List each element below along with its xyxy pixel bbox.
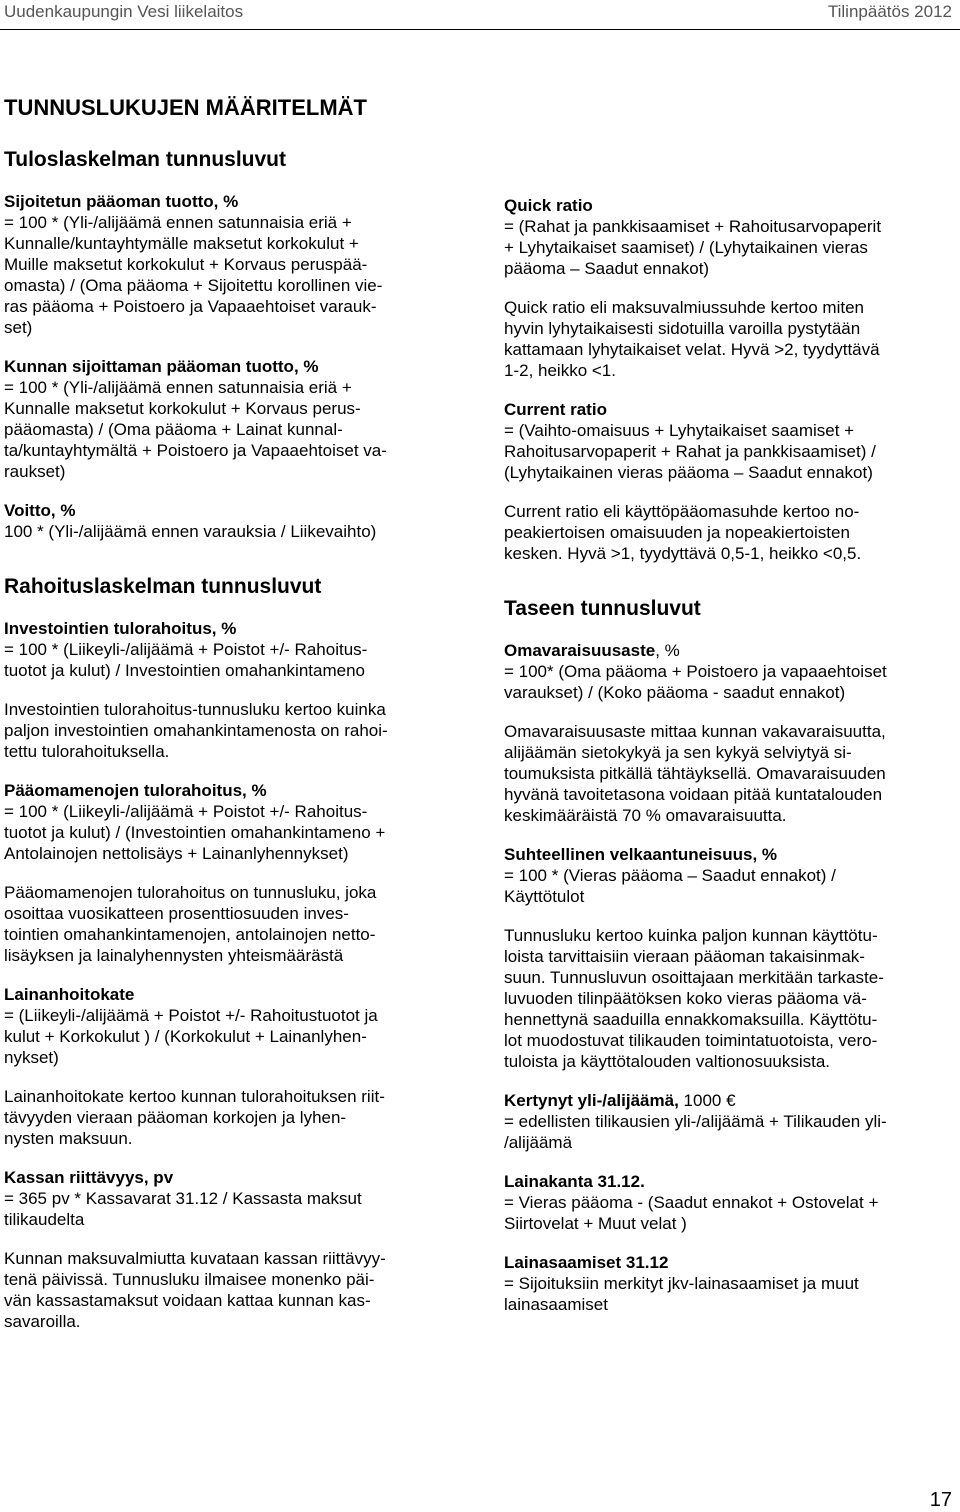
description-line: vän kassastamaksut voidaan kattaa kunnan kas- bbox=[4, 1291, 371, 1310]
page-title: TUNNUSLUKUJEN MÄÄRITELMÄT bbox=[4, 95, 367, 120]
formula-line: = 365 pv * Kassavarat 31.12 / Kassasta maksut bbox=[4, 1189, 362, 1208]
description-line: tettu tulorahoituksella. bbox=[4, 742, 170, 761]
description-line: nysten maksuun. bbox=[4, 1129, 133, 1148]
ratio-title-relative-indebtedness: Suhteellinen velkaantuneisuus, % bbox=[504, 845, 778, 864]
ratio-title-cash-sufficiency: Kassan riittävyys, pv bbox=[4, 1168, 174, 1187]
description-line: keskimääräistä 70 % omavaraisuutta. bbox=[504, 806, 787, 825]
ratio-title-accumulated-surplus: Kertynyt yli-/alijäämä, bbox=[504, 1091, 679, 1110]
description-line: lot muodostuvat tilikauden toimintatuotoista, vero- bbox=[504, 1031, 878, 1050]
formula-line: = 100 * (Liikeyli-/alijäämä + Poistot +/- Rahoitus- bbox=[4, 640, 368, 659]
formula-line: 100 * (Yli-/alijäämä ennen varauksia / Liikevaihto) bbox=[4, 522, 377, 541]
description-line: paljon investointien omahankintamenosta on rahoi- bbox=[4, 721, 388, 740]
formula-line: omasta) / (Oma pääoma + Sijoitettu korollinen vie- bbox=[4, 276, 383, 295]
description-line: luvuoden tilinpäätöksen koko vieras pääoma vä- bbox=[504, 989, 867, 1008]
description-line: loista tarvittaisiin vieraan pääoman takaisinmak- bbox=[504, 947, 865, 966]
formula-line: = 100 * (Vieras pääoma – Saadut ennakot) / bbox=[504, 866, 836, 885]
ratio-title-municipal-roi: Kunnan sijoittaman pääoman tuotto, % bbox=[4, 357, 319, 376]
formula-line: ras pääoma + Poistoero ja Vapaaehtoiset varauk- bbox=[4, 297, 377, 316]
formula-line: tuotot ja kulut) / Investointien omahankintameno bbox=[4, 661, 365, 680]
ratio-title-equity-ratio-row bbox=[504, 640, 952, 661]
ratio-title-profit: Voitto, % bbox=[4, 501, 76, 520]
ratio-title-current-ratio: Current ratio bbox=[504, 400, 607, 419]
description-line: savaroilla. bbox=[4, 1312, 81, 1331]
formula-line: kulut + Korkokulut ) / (Korkokulut + Lainanlyhen- bbox=[4, 1027, 367, 1046]
description-line: lisäyksen ja lainalyhennysten yhteismäärästä bbox=[4, 946, 344, 965]
description-line: peakiertoisen omaisuuden ja nopeakiertoisten bbox=[504, 523, 850, 542]
description-line: Investointien tulorahoitus-tunnusluku kertoo kuinka bbox=[4, 700, 386, 719]
description-line: tointien omahankintamenojen, antolainojen netto- bbox=[4, 925, 376, 944]
formula-line: nykset) bbox=[4, 1048, 59, 1067]
formula-line: pääomasta) / (Oma pääoma + Lainat kunnal- bbox=[4, 420, 343, 439]
page-number: 17 bbox=[929, 1489, 952, 1511]
formula-line: tuotot ja kulut) / (Investointien omahankintameno + bbox=[4, 823, 386, 842]
section-title-income-statement: Tuloslaskelman tunnusluvut bbox=[4, 148, 286, 171]
formula-line: + Lyhytaikaiset saamiset) / (Lyhytaikainen vieras bbox=[504, 238, 868, 257]
section-title-balance-sheet: Taseen tunnusluvut bbox=[504, 597, 701, 620]
description-line: toumuksista pitkällä tähtäyksellä. Omavaraisuuden bbox=[504, 764, 886, 783]
formula-line: = 100 * (Liikeyli-/alijäämä + Poistot +/- Rahoitus- bbox=[4, 802, 368, 821]
description-line: Kunnan maksuvalmiutta kuvataan kassan riittävyy- bbox=[4, 1249, 386, 1268]
description-line: kattamaan lyhytaikaiset velat. Hyvä >2, tyydyttävä bbox=[504, 340, 880, 359]
header-report-title: Tilinpäätös 2012 bbox=[827, 2, 952, 21]
ratio-title-roi: Sijoitetun pääoman tuotto, % bbox=[4, 192, 239, 211]
description-line: Pääomamenojen tulorahoitus on tunnusluku, joka bbox=[4, 883, 377, 902]
ratio-title-loan-stock: Lainakanta 31.12. bbox=[504, 1172, 645, 1191]
page-header bbox=[0, 0, 960, 30]
description-line: tävyyden vieraan pääoman korkojen ja lyhen- bbox=[4, 1108, 347, 1127]
formula-line: = 100* (Oma pääoma + Poistoero ja vapaaehtoiset bbox=[504, 662, 887, 681]
header-organization: Uudenkaupungin Vesi liikelaitos bbox=[4, 2, 244, 21]
description-line: Current ratio eli käyttöpääomasuhde kertoo no- bbox=[504, 502, 860, 521]
description-line: 1-2, heikko <1. bbox=[504, 361, 616, 380]
formula-line: = 100 * (Yli-/alijäämä ennen satunnaisia eriä + bbox=[4, 378, 352, 397]
ratio-title-equity-ratio-suffix: , % bbox=[655, 641, 680, 660]
formula-line: Kunnalle/kuntayhtymälle maksetut korkokulut + bbox=[4, 234, 359, 253]
ratio-title-debt-service: Lainanhoitokate bbox=[4, 985, 135, 1004]
formula-line: = edellisten tilikausien yli-/alijäämä + Tilikauden yli- bbox=[504, 1112, 887, 1131]
description-line: tuloista ja käyttötalouden valtionosuuksista. bbox=[504, 1052, 831, 1071]
formula-line: raukset) bbox=[4, 462, 66, 481]
formula-line: pääoma – Saadut ennakot) bbox=[504, 259, 710, 278]
description-line: Lainanhoitokate kertoo kunnan tulorahoituksen riit- bbox=[4, 1087, 385, 1106]
formula-line: Muille maksetut korkokulut + Korvaus peruspää- bbox=[4, 255, 368, 274]
ratio-title-loan-receivables: Lainasaamiset 31.12 bbox=[504, 1253, 669, 1272]
description-line: kesken. Hyvä >1, tyydyttävä 0,5-1, heikko <0,5. bbox=[504, 544, 862, 563]
formula-line: Siirtovelat + Muut velat ) bbox=[504, 1214, 687, 1233]
ratio-title-quick-ratio: Quick ratio bbox=[504, 196, 593, 215]
ratio-title-capex-financing: Pääomamenojen tulorahoitus, % bbox=[4, 781, 267, 800]
formula-line: Antolainojen nettolisäys + Lainanlyhennykset) bbox=[4, 844, 349, 863]
formula-line: (Lyhytaikainen vieras pääoma – Saadut ennakot) bbox=[504, 463, 873, 482]
formula-line: ta/kuntayhtymältä + Poistoero ja Vapaaehtoiset va- bbox=[4, 441, 387, 460]
formula-line: = (Vaihto-omaisuus + Lyhytaikaiset saamiset + bbox=[504, 421, 855, 440]
formula-line: = (Rahat ja pankkisaamiset + Rahoitusarvopaperit bbox=[504, 217, 882, 236]
formula-line: = Sijoituksiin merkityt jkv-lainasaamiset ja muut bbox=[504, 1274, 859, 1293]
description-line: Omavaraisuusaste mittaa kunnan vakavaraisuutta, bbox=[504, 722, 886, 741]
ratio-title-accumulated-surplus-row bbox=[504, 1090, 952, 1111]
ratio-title-investment-financing: Investointien tulorahoitus, % bbox=[4, 619, 237, 638]
formula-line: tilikaudelta bbox=[4, 1210, 85, 1229]
formula-line: = Vieras pääoma - (Saadut ennakot + Ostovelat + bbox=[504, 1193, 879, 1212]
description-line: Quick ratio eli maksuvalmiussuhde kertoo miten bbox=[504, 298, 864, 317]
formula-line: = 100 * (Yli-/alijäämä ennen satunnaisia eriä + bbox=[4, 213, 352, 232]
right-column bbox=[504, 195, 952, 1315]
formula-line: Käyttötulot bbox=[504, 887, 585, 906]
description-line: alijäämän sietokykyä ja sen kykyä selviytyä si- bbox=[504, 743, 852, 762]
formula-line: lainasaamiset bbox=[504, 1295, 608, 1314]
description-line: suun. Tunnusluvun osoittajaan merkitään tarkaste- bbox=[504, 968, 884, 987]
section-title-cash-flow: Rahoituslaskelman tunnusluvut bbox=[4, 575, 322, 598]
description-line: Tunnusluku kertoo kuinka paljon kunnan käyttötu- bbox=[504, 926, 878, 945]
description-line: tenä päivissä. Tunnusluku ilmaisee monenko päi- bbox=[4, 1270, 375, 1289]
formula-line: = (Liikeyli-/alijäämä + Poistot +/- Rahoitustuotot ja bbox=[4, 1006, 378, 1025]
formula-line: /alijäämä bbox=[504, 1133, 573, 1152]
formula-line: set) bbox=[4, 318, 33, 337]
formula-line: varaukset) / (Koko pääoma - saadut ennakot) bbox=[504, 683, 846, 702]
formula-line: Rahoitusarvopaperit + Rahat ja pankkisaamiset) / bbox=[504, 442, 876, 461]
ratio-title-equity-ratio: Omavaraisuusaste bbox=[504, 641, 656, 660]
description-line: osoittaa vuosikatteen prosenttiosuuden inves- bbox=[4, 904, 349, 923]
left-column bbox=[4, 147, 452, 1332]
description-line: hyvänä tavoitetasona voidaan pitää kuntatalouden bbox=[504, 785, 883, 804]
description-line: hennettynä saaduilla ennakkomaksuilla. Käyttötu- bbox=[504, 1010, 878, 1029]
formula-line: Kunnalle maksetut korkokulut + Korvaus perus- bbox=[4, 399, 361, 418]
ratio-title-accumulated-surplus-suffix: 1000 € bbox=[678, 1091, 736, 1110]
description-line: hyvin lyhytaikaisesti sidotuilla varoilla pystytään bbox=[504, 319, 861, 338]
